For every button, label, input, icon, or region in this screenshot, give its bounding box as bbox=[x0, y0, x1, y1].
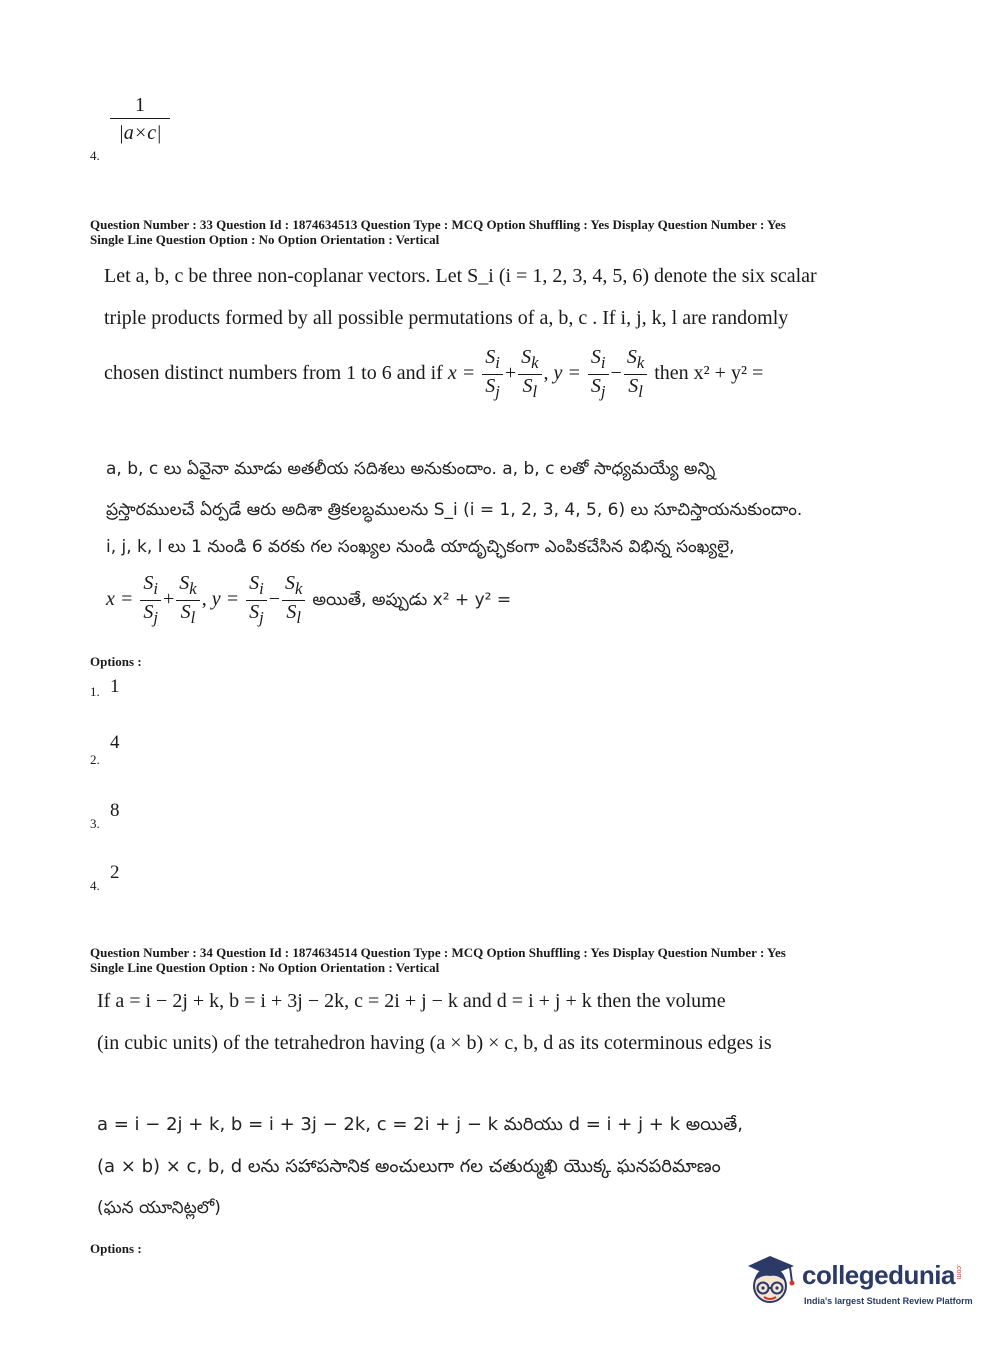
q33-frac-si-sj: $\frac{S_i}{S_j}$ bbox=[482, 346, 503, 403]
mascot-icon bbox=[742, 1252, 798, 1310]
q33-option-3-number: 3. bbox=[90, 816, 100, 831]
q34-options-label: Options : bbox=[90, 1241, 142, 1256]
q33-en-line3-prefix: chosen distinct numbers from 1 to 6 and if bbox=[104, 362, 443, 385]
q33-te-frac-2: $\frac{S_k}{S_l}$ bbox=[176, 572, 199, 629]
q33-option-2-value: 4 bbox=[110, 732, 120, 753]
q34-te-line3: (ఘన యూనిట్లలో) bbox=[97, 1198, 221, 1218]
q34-en-line1: If a = i − 2j + k, b = i + 3j − 2k, c = 2i + j − k and d = i + j + k then the volume bbox=[97, 990, 726, 1012]
prev-option-fraction bbox=[110, 92, 170, 147]
q33-en-line3: chosen distinct numbers from 1 to 6 and if x = $\frac{S_i}{S_j}$ + $\frac{S_k}{S_l}$ , y = $\frac{S_i}{S_j}$ − $\frac{S_k}{S_l}$ then x² + y² = bbox=[104, 346, 764, 401]
q33-frac-si-sj-y: $\frac{S_i}{S_j}$ bbox=[588, 346, 609, 403]
q33-te-frac-1: $\frac{S_i}{S_j}$ bbox=[140, 572, 161, 629]
q33-y-label: y = bbox=[553, 362, 581, 385]
logo-word: collegedunia bbox=[802, 1260, 955, 1290]
q34-te-line2: (a × b) × c, b, d లను సహాపసానిక అంచులుగా గల చతుర్ముఖి యొక్క ఘనపరిమాణం bbox=[97, 1156, 721, 1177]
prev-option-numerator: 1 bbox=[110, 92, 170, 119]
q33-option-4-value: 2 bbox=[110, 862, 120, 883]
q34-te-line1: a = i − 2j + k, b = i + 3j − 2k, c = 2i + j − k మరియు d = i + j + k అయితే, bbox=[97, 1114, 744, 1135]
q33-options-label: Options : bbox=[90, 654, 142, 669]
q33-en-line1: Let a, b, c be three non-coplanar vectors. Let S_i (i = 1, 2, 3, 4, 5, 6) denote the six scalar bbox=[104, 265, 817, 287]
logo-tagline: India's largest Student Review Platform bbox=[804, 1296, 973, 1306]
q33-meta-line1: Question Number : 33 Question Id : 1874634513 Question Type : MCQ Option Shuffling : Yes Display Question Number : Yes bbox=[90, 217, 786, 232]
q33-te-line4: x = $\frac{S_i}{S_j}$ + $\frac{S_k}{S_l}$ , y = $\frac{S_i}{S_j}$ − $\frac{S_k}{S_l}$ అయితే, అప్పుడు x² + y² = bbox=[106, 572, 512, 627]
q33-frac-sk-sl-y: $\frac{S_k}{S_l}$ bbox=[624, 346, 647, 403]
prev-option-denominator: |a×c| bbox=[118, 122, 162, 144]
q33-option-4-number: 4. bbox=[90, 878, 100, 893]
logo-wordmark bbox=[802, 1260, 962, 1291]
q33-te-line4-suffix: అయితే, అప్పుడు x² + y² = bbox=[312, 590, 512, 611]
q34-meta-line2: Single Line Question Option : No Option Orientation : Vertical bbox=[90, 960, 440, 975]
prev-option-number: 4. bbox=[90, 148, 100, 163]
q33-x-label: x = bbox=[447, 362, 476, 385]
q34-en-line2: (in cubic units) of the tetrahedron having (a × b) × c, b, d as its coterminous edges is bbox=[97, 1032, 772, 1054]
q33-te-y-label: y = bbox=[211, 588, 240, 611]
q33-te-frac-4: $\frac{S_k}{S_l}$ bbox=[282, 572, 305, 629]
q33-te-line3: i, j, k, l లు 1 నుండి 6 వరకు గల సంఖ్యల నుండి యాదృచ్ఛికంగా ఎంపికచేసిన విభిన్న సంఖ్యలై, bbox=[106, 537, 735, 557]
logo-suffix: .com bbox=[954, 1264, 962, 1280]
q33-te-frac-3: $\frac{S_i}{S_j}$ bbox=[246, 572, 267, 629]
q33-te-line2: ప్రస్తారములచే ఏర్పడే ఆరు అదిశా త్రికలబ్ధములను S_i (i = 1, 2, 3, 4, 5, 6) లు సూచిస్తాయనుకుందాం. bbox=[106, 500, 803, 520]
q33-te-x-label: x = bbox=[106, 588, 134, 611]
q34-meta-line1: Question Number : 34 Question Id : 1874634514 Question Type : MCQ Option Shuffling : Yes Display Question Number : Yes bbox=[90, 945, 786, 960]
q33-en-line2: triple products formed by all possible permutations of a, b, c . If i, j, k, l are randomly bbox=[104, 307, 789, 329]
q33-meta-line2: Single Line Question Option : No Option Orientation : Vertical bbox=[90, 232, 440, 247]
q33-en-line3-suffix: then x² + y² = bbox=[654, 362, 764, 385]
collegedunia-logo[interactable] bbox=[742, 1250, 982, 1314]
q33-option-3-value: 8 bbox=[110, 800, 120, 821]
q33-option-2-number: 2. bbox=[90, 752, 100, 767]
q33-frac-sk-sl: $\frac{S_k}{S_l}$ bbox=[518, 346, 541, 403]
q33-te-line1: a, b, c లు ఏవైనా మూడు అతలీయ సదిశలు అనుకుందాం. a, b, c లతో సాధ్యమయ్యే అన్ని bbox=[106, 459, 716, 479]
q33-option-1-number: 1. bbox=[90, 684, 100, 699]
q33-option-1-value: 1 bbox=[110, 676, 120, 697]
